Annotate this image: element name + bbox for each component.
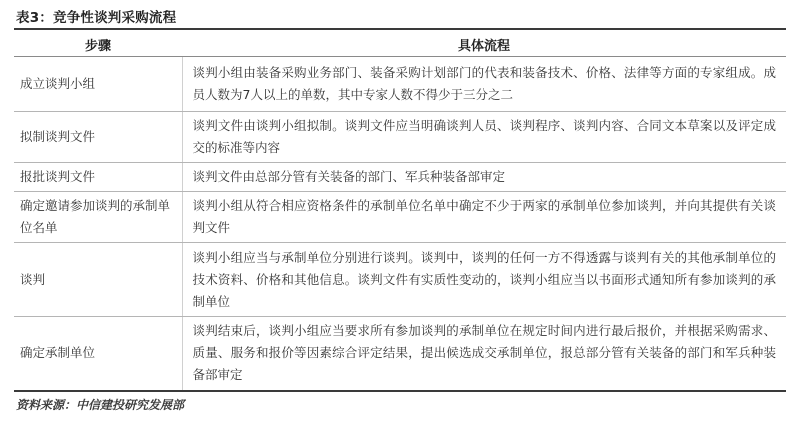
source-note: 资料来源：中信建投研究发展部 — [16, 398, 185, 412]
detail-cell: 谈判结束后，谈判小组应当要求所有参加谈判的承制单位在规定时间内进行最后报价，并根据采购需求、质量、服务和报价等因素综合评定结果，提出候选成交承制单位，报总部分管有关装备的部门和军兵种装备部审定 — [182, 317, 786, 391]
detail-cell: 谈判文件由谈判小组拟制。谈判文件应当明确谈判人员、谈判程序、谈判内容、合同文本草案以及评定成交的标准等内容 — [182, 112, 786, 163]
table-row — [14, 57, 786, 112]
table-header-row — [14, 32, 786, 57]
detail-cell: 谈判小组应当与承制单位分别进行谈判。谈判中，谈判的任何一方不得透露与谈判有关的其他承制单位的技术资料、价格和其他信息。谈判文件有实质性变动的，谈判小组应当以书面形式通知所有参加谈判的承制单位 — [182, 243, 786, 317]
step-cell: 确定承制单位 — [14, 317, 182, 391]
header-detail: 具体流程 — [182, 32, 786, 57]
header-step: 步骤 — [14, 32, 182, 57]
detail-cell: 谈判小组由装备采购业务部门、装备采购计划部门的代表和装备技术、价格、法律等方面的专家组成。成员人数为7人以上的单数，其中专家人数不得少于三分之二 — [182, 57, 786, 112]
step-cell: 成立谈判小组 — [14, 57, 182, 112]
table-row — [14, 243, 786, 317]
step-cell: 报批谈判文件 — [14, 163, 182, 192]
procurement-process-table — [14, 32, 786, 392]
step-cell: 拟制谈判文件 — [14, 112, 182, 163]
table-row — [14, 163, 786, 192]
table-row — [14, 192, 786, 243]
table-row — [14, 112, 786, 163]
step-cell: 确定邀请参加谈判的承制单位名单 — [14, 192, 182, 243]
detail-cell: 谈判小组从符合相应资格条件的承制单位名单中确定不少于两家的承制单位参加谈判，并向其提供有关谈判文件 — [182, 192, 786, 243]
table-title: 表3：竞争性谈判采购流程 — [16, 10, 177, 26]
detail-cell: 谈判文件由总部分管有关装备的部门、军兵种装备部审定 — [182, 163, 786, 192]
table-row — [14, 317, 786, 391]
step-cell: 谈判 — [14, 243, 182, 317]
title-rule — [14, 28, 786, 30]
